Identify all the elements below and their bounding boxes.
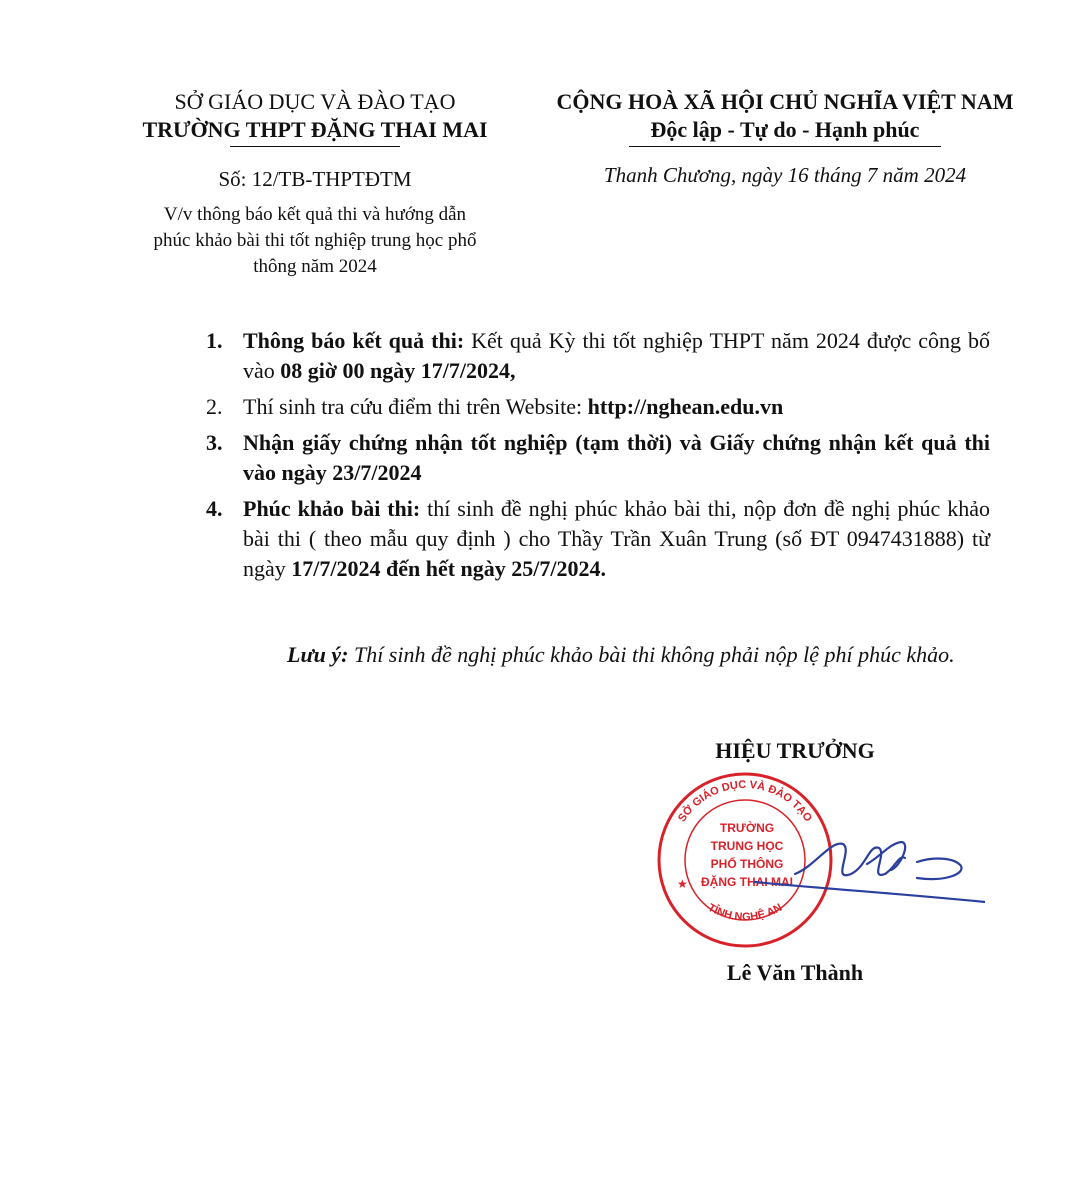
issuing-agency-block bbox=[100, 88, 530, 147]
school-underline bbox=[230, 146, 400, 147]
item-number: 3. bbox=[206, 430, 223, 455]
seal-line-2: TRUNG HỌC bbox=[710, 839, 784, 853]
item-lead: Phúc khảo bài thi: bbox=[243, 496, 421, 521]
item-number: 2. bbox=[206, 394, 223, 419]
subject-line-3: thông năm 2024 bbox=[253, 256, 377, 277]
notice-item-1 bbox=[200, 326, 990, 386]
official-seal-and-signature bbox=[655, 770, 985, 950]
item-text: thí sinh đề nghị phúc khảo bài thi, nộp đơn đề nghị phúc khảo bài thi ( theo mẫu quy định ) cho Thầy Trần Xuân Trung (số ĐT 0947431888) từ ngày bbox=[243, 496, 990, 581]
seal-line-1: TRƯỜNG bbox=[719, 821, 775, 835]
document-number: Số: 12/TB-THPTĐTM bbox=[218, 167, 412, 191]
motto-underline bbox=[629, 146, 941, 147]
handwritten-signature bbox=[755, 842, 985, 902]
item-strong: 17/7/2024 đến hết ngày 25/7/2024. bbox=[291, 556, 607, 581]
item-text: Thí sinh tra cứu điểm thi trên Website: bbox=[243, 394, 588, 419]
notice-item-2 bbox=[200, 392, 990, 422]
item-text: Kết quả Kỳ thi tốt nghiệp THPT năm 2024 được công bố vào bbox=[243, 328, 990, 383]
national-title-block bbox=[525, 88, 1045, 147]
subject-line-2: phúc khảo bài thi tốt nghiệp trung học phổ bbox=[153, 230, 477, 251]
notice-item-3 bbox=[200, 428, 990, 488]
item-strong: 08 giờ 00 ngày 17/7/2024, bbox=[280, 358, 516, 383]
seal-line-3: PHỔ THÔNG bbox=[710, 857, 784, 871]
seal-ring-bottom-text: TỈNH NGHỆ AN bbox=[705, 901, 785, 924]
country-name: CỘNG HOÀ XÃ HỘI CHỦ NGHĨA VIỆT NAM bbox=[556, 89, 1014, 114]
signer-name: Lê Văn Thành bbox=[726, 960, 864, 985]
item-number: 1. bbox=[206, 328, 223, 353]
website-link[interactable]: http://nghean.edu.vn bbox=[587, 394, 784, 419]
seal-ring-top-text: SỞ GIÁO DỤC VÀ ĐÀO TẠO bbox=[676, 778, 814, 825]
item-strong: Nhận giấy chứng nhận tốt nghiệp (tạm thời) và Giấy chứng nhận kết quả thi vào ngày 23/7/2024 bbox=[243, 430, 990, 485]
note-label: Lưu ý: bbox=[287, 642, 349, 667]
note-text: Thí sinh đề nghị phúc khảo bài thi không phải nộp lệ phí phúc khảo. bbox=[348, 642, 955, 667]
notice-item-4 bbox=[200, 494, 990, 584]
place-and-date: Thanh Chương, ngày 16 tháng 7 năm 2024 bbox=[603, 163, 967, 187]
notice-items bbox=[200, 326, 990, 590]
document-subject bbox=[100, 202, 530, 280]
item-lead: Thông báo kết quả thi: bbox=[243, 328, 465, 353]
agency-name: SỞ GIÁO DỤC VÀ ĐÀO TẠO bbox=[174, 89, 456, 114]
subject-line-1: V/v thông báo kết quả thi và hướng dẫn bbox=[163, 204, 467, 225]
seal-line-4: ĐẶNG THAI MAI bbox=[701, 875, 793, 889]
school-name: TRƯỜNG THPT ĐẶNG THAI MAI bbox=[142, 117, 488, 142]
item-number: 4. bbox=[206, 496, 223, 521]
signer-title: HIỆU TRƯỞNG bbox=[715, 738, 875, 763]
seal-star-icon: ★ bbox=[677, 877, 688, 891]
national-motto: Độc lập - Tự do - Hạnh phúc bbox=[650, 117, 920, 142]
note-paragraph bbox=[243, 640, 990, 670]
